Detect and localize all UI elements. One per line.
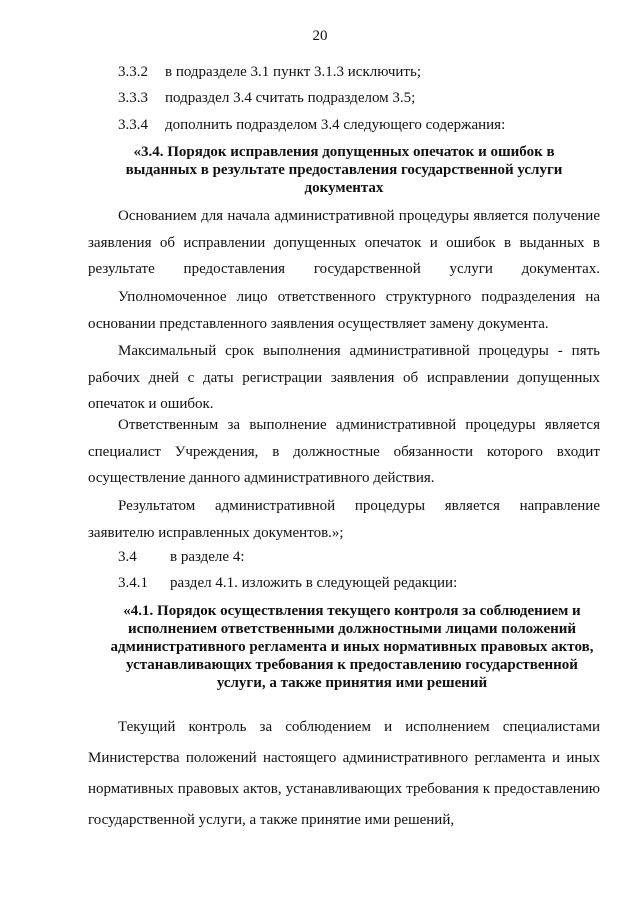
section-heading-3-4: «3.4. Порядок исправления допущенных опечаток и ошибок в выданных в результате предоставления государственной услуги документах — [125, 144, 563, 196]
section-heading-4-1: «4.1. Порядок осуществления текущего контроля за соблюдением и исполнением ответственными должностными лицами положений административного регламента и иных нормативных правовых актов, устанавливающих требования к предоставлению государственной услуги, а также принятия ими решений — [110, 603, 594, 691]
item-text: дополнить подразделом 3.4 следующего содержания: — [165, 117, 506, 133]
item-number: 3.4 — [118, 549, 137, 565]
item-text: раздел 4.1. изложить в следующей редакции: — [170, 575, 458, 591]
paragraph: Уполномоченное лицо ответственного структурного подразделения на основании представленного заявления осуществляет замену документа. — [88, 289, 600, 332]
paragraph: Текущий контроль за соблюдением и исполнением специалистами Министерства положений настоящего административного регламента и иных нормативных правовых актов, устанавливающих требования к предоставлению государственной услуги, а также принятие ими решений, — [88, 719, 600, 828]
item-text: подраздел 3.4 считать подразделом 3.5; — [165, 90, 416, 106]
item-number: 3.4.1 — [118, 575, 148, 591]
item-number: 3.3.3 — [118, 90, 148, 106]
paragraph: Ответственным за выполнение административной процедуры является специалист Учреждения, в должностные обязанности которого входит осуществление данного административного действия. — [88, 417, 600, 486]
paragraph: Максимальный срок выполнения административной процедуры - пять рабочих дней с даты регистрации заявления об исправлении допущенных опечаток и ошибок. — [88, 343, 600, 412]
item-number: 3.3.4 — [118, 117, 148, 133]
paragraph: Основанием для начала административной процедуры является получение заявления об исправлении допущенных опечаток и ошибок в выданных в результате предоставления государственной услуги документах. — [88, 208, 600, 277]
item-number: 3.3.2 — [118, 64, 148, 80]
paragraph: Результатом административной процедуры является направление заявителю исправленных документов.»; — [88, 498, 600, 541]
item-text: в разделе 4: — [170, 549, 245, 565]
item-text: в подразделе 3.1 пункт 3.1.3 исключить; — [165, 64, 421, 80]
page-number: 20 — [312, 28, 328, 44]
